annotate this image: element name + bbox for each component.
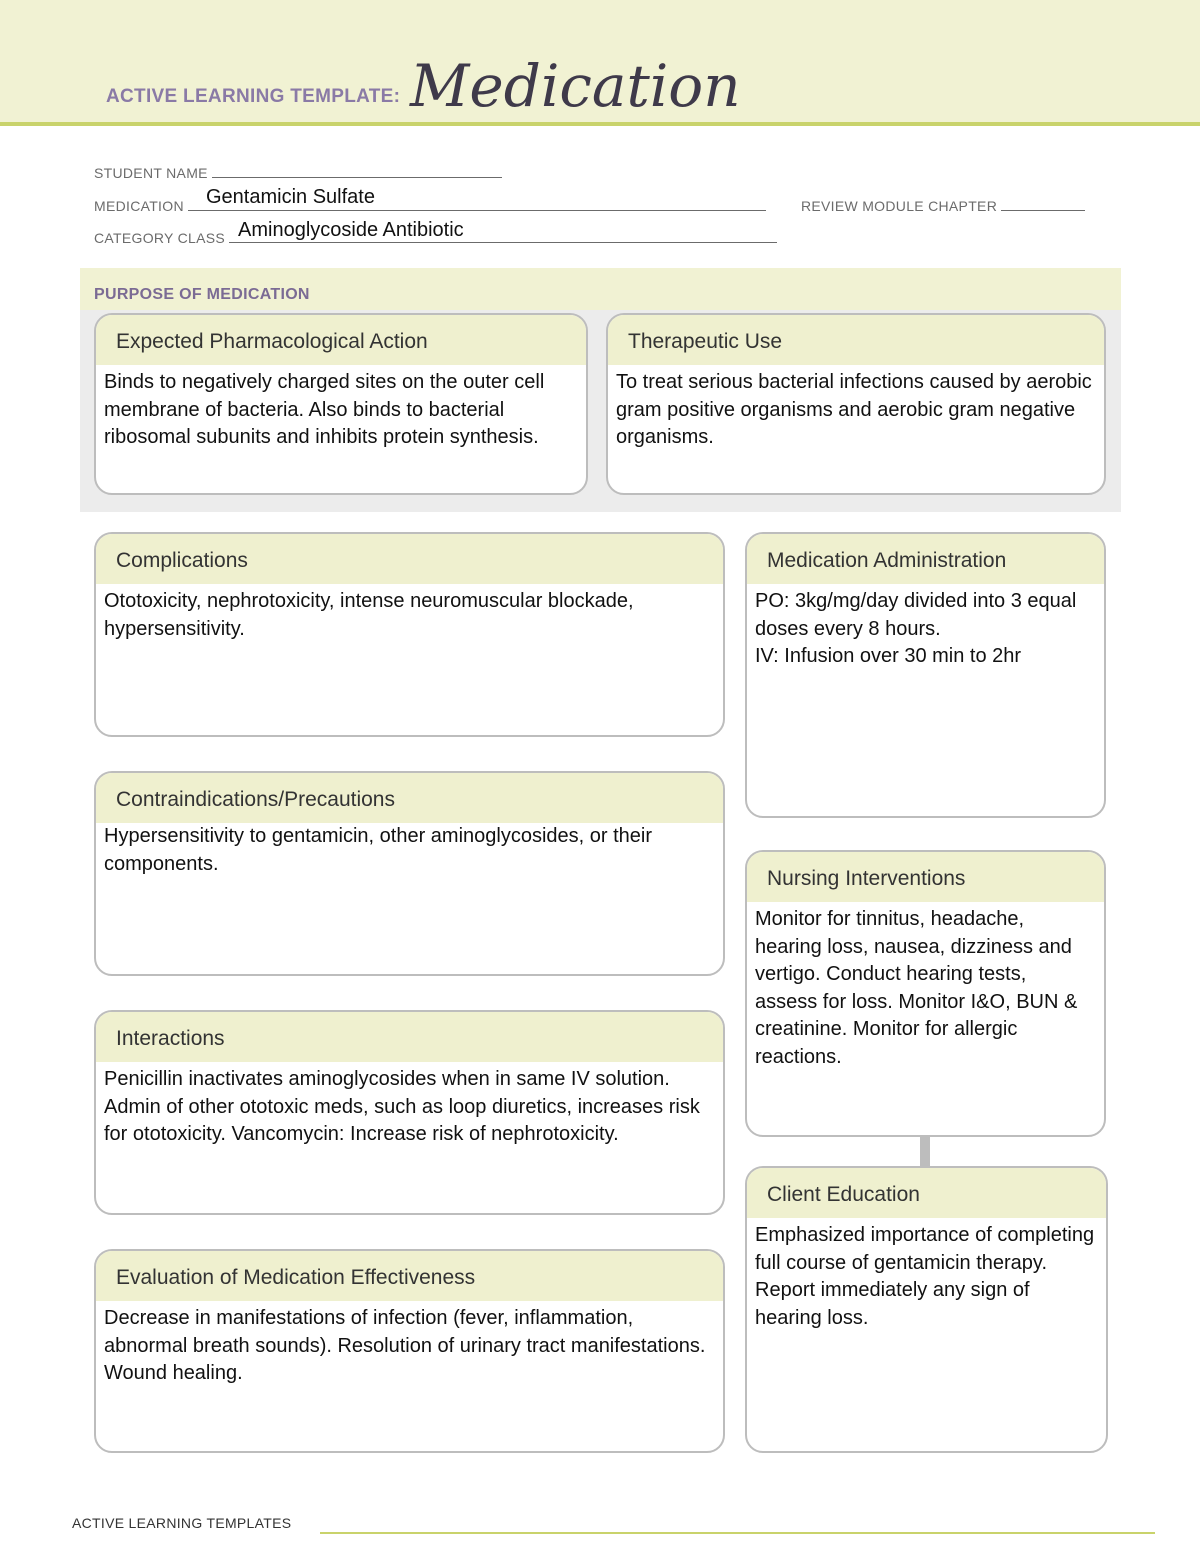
interactions-box[interactable] xyxy=(94,1010,725,1215)
complications-box[interactable] xyxy=(94,532,725,737)
page-title: Medication xyxy=(410,52,741,120)
review-module-label: REVIEW MODULE CHAPTER xyxy=(801,198,998,214)
administration-line-iv: IV: Infusion over 30 min to 2hr xyxy=(755,645,1022,667)
nursing-interventions-heading: Nursing Interventions xyxy=(747,852,1104,902)
student-name-label: STUDENT NAME xyxy=(94,165,208,181)
administration-line-po: PO: 3kg/mg/day divided into 3 equal doses every 8 hours. xyxy=(755,590,1077,640)
interactions-heading: Interactions xyxy=(96,1012,723,1062)
category-class-label: CATEGORY CLASS xyxy=(94,230,226,246)
header-rule xyxy=(0,122,1200,126)
complications-text: Ototoxicity, nephrotoxicity, intense neuromuscular blockade, hypersensitivity. xyxy=(104,590,634,640)
client-education-text: Emphasized importance of completing full course of gentamicin therapy. Report immediately any sign of hearing loss. xyxy=(755,1224,1095,1329)
medication-administration-box[interactable] xyxy=(745,532,1106,818)
student-name-blank[interactable] xyxy=(212,165,502,178)
contraindications-box[interactable] xyxy=(94,771,725,976)
contraindications-text: Hypersensitivity to gentamicin, other aminoglycosides, or their components. xyxy=(104,825,653,875)
medication-administration-heading: Medication Administration xyxy=(747,534,1104,584)
client-education-box[interactable] xyxy=(745,1166,1108,1453)
therapeutic-use-heading: Therapeutic Use xyxy=(608,315,1104,365)
box-connector xyxy=(920,1136,930,1166)
medication-label: MEDICATION xyxy=(94,198,184,214)
client-education-heading: Client Education xyxy=(747,1168,1106,1218)
student-name-field xyxy=(94,165,502,181)
footer-rule xyxy=(320,1532,1155,1534)
therapeutic-use-text: To treat serious bacterial infections caused by aerobic gram positive organisms and aerobic gram negative organisms. xyxy=(616,371,1092,448)
footer-label: ACTIVE LEARNING TEMPLATES xyxy=(72,1515,292,1531)
medication-administration-text xyxy=(747,584,1104,671)
therapeutic-use-box[interactable] xyxy=(606,313,1106,495)
evaluation-heading: Evaluation of Medication Effectiveness xyxy=(96,1251,723,1301)
expected-action-text: Binds to negatively charged sites on the outer cell membrane of bacteria. Also binds to bacterial ribosomal subunits and inhibits protein synthesis. xyxy=(104,371,545,448)
purpose-title: PURPOSE OF MEDICATION xyxy=(94,286,310,303)
evaluation-text: Decrease in manifestations of infection (fever, inflammation, abnormal breath sounds). Resolution of urinary tract manifestations. Wound healing. xyxy=(104,1307,706,1384)
review-module-blank[interactable] xyxy=(1001,198,1085,211)
nursing-interventions-text: Monitor for tinnitus, headache, hearing loss, nausea, dizziness and vertigo. Conduct hearing tests, assess for loss. Monitor I&O, BUN & creatinine. Monitor for allergic reactions. xyxy=(755,908,1078,1068)
evaluation-box[interactable] xyxy=(94,1249,725,1453)
contraindications-heading: Contraindications/Precautions xyxy=(96,773,723,823)
medication-value: Gentamicin Sulfate xyxy=(206,186,375,208)
nursing-interventions-box[interactable] xyxy=(745,850,1106,1137)
interactions-text: Penicillin inactivates aminoglycosides when in same IV solution. Admin of other ototoxic meds, such as loop diuretics, increases risk for ototoxicity. Vancomycin: Increase risk of nephrotoxicity. xyxy=(104,1068,700,1145)
category-class-value: Aminoglycoside Antibiotic xyxy=(238,219,464,241)
expected-action-heading: Expected Pharmacological Action xyxy=(96,315,586,365)
template-label: ACTIVE LEARNING TEMPLATE: xyxy=(106,86,401,107)
expected-action-box[interactable] xyxy=(94,313,588,495)
review-module-field xyxy=(801,198,1085,214)
medication-field xyxy=(94,198,766,214)
complications-heading: Complications xyxy=(96,534,723,584)
